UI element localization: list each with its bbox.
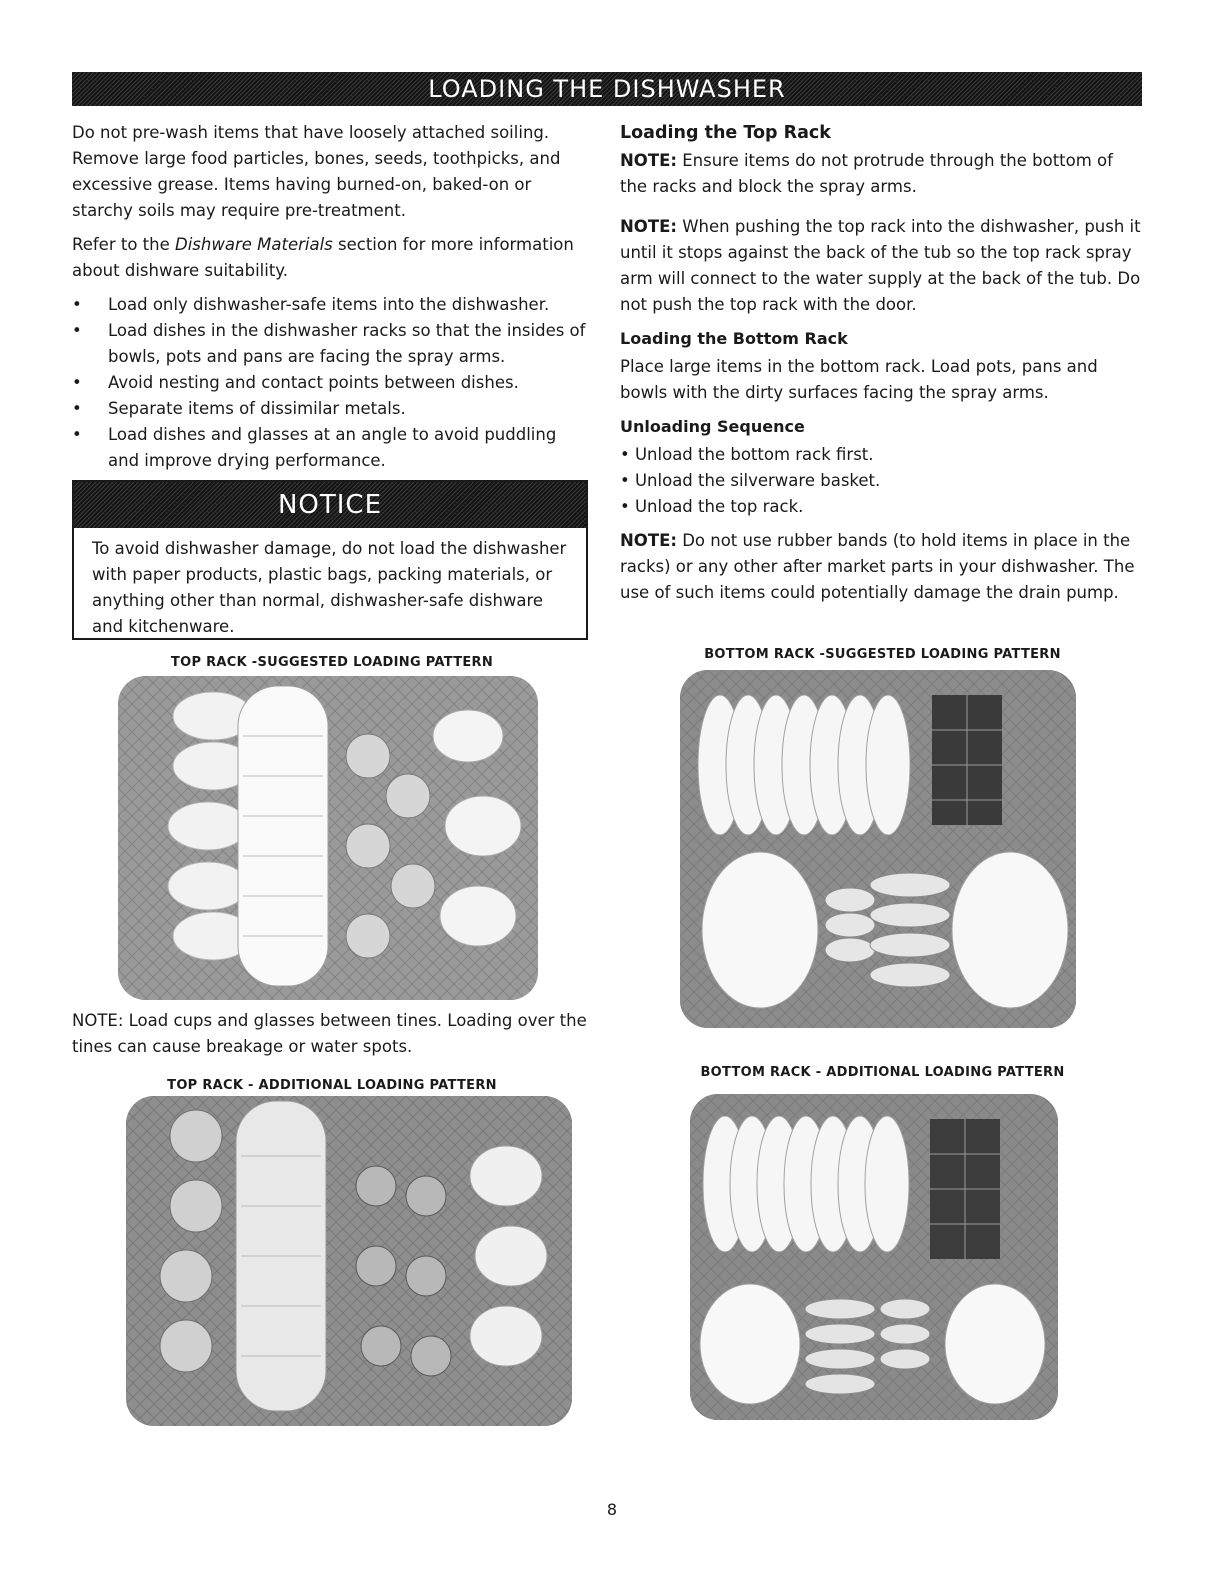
top-additional-caption: TOP RACK - ADDITIONAL LOADING PATTERN [167, 1078, 497, 1093]
right-column [620, 120, 1145, 614]
bottom-suggested-caption: BOTTOM RACK -SUGGESTED LOADING PATTERN [704, 647, 1061, 662]
top-rack-note-1 [620, 148, 1145, 200]
page-number: 8 [606, 1500, 618, 1519]
list-item: • Unload the bottom rack first. [620, 445, 874, 464]
section-title-banner: LOADING THE DISHWASHER [72, 72, 1142, 106]
reference-italic-link: Dishware Materials [175, 235, 333, 254]
reference-text-end: section for more information about dishware suitability. [72, 235, 574, 280]
top-rack-suggested-illustration [118, 676, 538, 1000]
list-item: • Load dishes and glasses at an angle to avoid puddling and improve drying performance. [72, 422, 592, 474]
note-label: NOTE: [620, 151, 677, 170]
loading-tips-list [72, 292, 592, 474]
note-text: Ensure items do not protrude through the bottom of the racks and block the spray arms. [620, 151, 1113, 196]
list-item: • Unload the top rack. [620, 497, 804, 516]
top-suggested-caption: TOP RACK -SUGGESTED LOADING PATTERN [170, 655, 494, 670]
rubber-bands-note [620, 528, 1145, 606]
top-rack-tines-note: NOTE: Load cups and glasses between tines. Loading over the tines can cause breakage or water spots. [72, 1011, 587, 1056]
bottom-rack-heading: Loading the Bottom Rack [620, 329, 848, 348]
materials-reference-paragraph [72, 232, 592, 284]
note-label: NOTE: [620, 217, 677, 236]
list-item: • Separate items of dissimilar metals. [72, 396, 592, 422]
top-rack-heading: Loading the Top Rack [620, 123, 831, 143]
notice-text: To avoid dishwasher damage, do not load the dishwasher with paper products, plastic bags, packing materials, or anything other than normal, dishwasher-safe dishware and kitchenware. [92, 539, 567, 636]
left-column [72, 120, 592, 474]
bottom-rack-additional-photo [690, 1094, 1058, 1420]
list-item: • Load dishes in the dishwasher racks so that the insides of bowls, pots and pans are facing the spray arms. [72, 318, 592, 370]
list-item: • Unload the silverware basket. [620, 471, 881, 490]
bottom-rack-suggested-illustration [680, 670, 1076, 1028]
top-rack-note-2 [620, 214, 1145, 318]
note-text: When pushing the top rack into the dishwasher, push it until it stops against the back of the tub so the top rack spray arm will connect to the water supply at the back of the tub. Do not push the top rack with the door. [620, 217, 1141, 314]
unloading-heading: Unloading Sequence [620, 417, 805, 436]
notice-box [72, 480, 588, 640]
unloading-steps [620, 442, 1145, 520]
reference-text-start: Refer to the [72, 235, 175, 254]
note-label: NOTE: [620, 531, 677, 550]
list-item: • Load only dishwasher-safe items into the dishwasher. [72, 292, 592, 318]
bottom-rack-suggested-photo [680, 670, 1076, 1028]
note-text: Do not use rubber bands (to hold items in place in the racks) or any other after market parts in your dishwasher. The use of such items could potentially damage the drain pump. [620, 531, 1135, 602]
top-rack-suggested-photo [118, 676, 538, 1000]
notice-title: NOTICE [74, 482, 586, 528]
list-item: • Avoid nesting and contact points between dishes. [72, 370, 592, 396]
bottom-additional-caption: BOTTOM RACK - ADDITIONAL LOADING PATTERN [700, 1065, 1065, 1080]
top-rack-additional-photo [126, 1096, 572, 1426]
bottom-rack-paragraph: Place large items in the bottom rack. Load pots, pans and bowls with the dirty surfaces facing the spray arms. [620, 357, 1098, 402]
top-rack-additional-illustration [126, 1096, 572, 1426]
intro-paragraph: Do not pre-wash items that have loosely attached soiling. Remove large food particles, bones, seeds, toothpicks, and excessive grease. Items having burned-on, baked-on or starchy soils may require pre-treatment. [72, 123, 561, 220]
bottom-rack-additional-illustration [690, 1094, 1058, 1420]
